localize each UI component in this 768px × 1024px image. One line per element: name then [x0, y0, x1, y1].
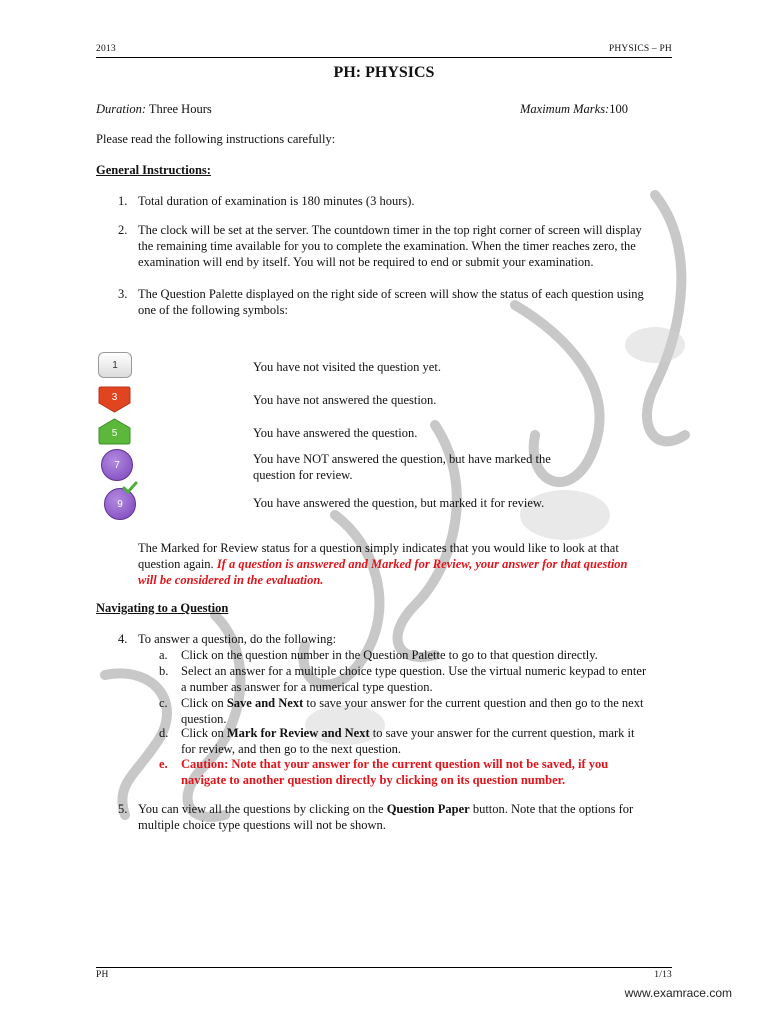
max-marks-value: 100 [609, 102, 628, 116]
item-number: 1. [118, 194, 128, 208]
sub-line [181, 695, 672, 711]
duration-label: Duration: [96, 102, 146, 116]
review-note [138, 540, 672, 588]
site-url: www.examrace.com [624, 986, 732, 1000]
marked-review-badge [101, 449, 133, 481]
review-note-line [138, 556, 672, 572]
badge-number: 9 [117, 498, 123, 510]
sub-line: Select an answer for a multiple choice type question. Use the virtual numeric keypad to enter [181, 664, 647, 678]
review-note-emphasis: will be considered in the evaluation. [138, 573, 324, 587]
item-5-line [138, 801, 672, 817]
header-subject: PHYSICS – PH [608, 44, 672, 54]
item-4-text: To answer a question, do the following: [138, 632, 337, 646]
desc-line: You have NOT answered the question, but have marked the [253, 452, 551, 466]
navigating-heading: Navigating to a Question [96, 601, 229, 615]
item-number: 2. [118, 223, 128, 237]
item-2-line: the remaining time available for you to complete the examination. When the timer reaches zero, the [138, 239, 636, 253]
duration-value: Three Hours [146, 102, 212, 116]
page-number: 1/13 [654, 970, 672, 980]
footer-rule [96, 967, 672, 968]
symbol-desc-not-answered: You have not answered the question. [253, 393, 437, 407]
sub-letter: d. [159, 726, 169, 740]
max-marks [520, 102, 628, 117]
review-note-plain: question again. [138, 557, 217, 571]
sub-line: Click on the question number in the Question Palette to go to that question directly. [181, 648, 598, 662]
item-2-text [138, 222, 672, 270]
item-5-text [138, 801, 672, 833]
item-2-line: The clock will be set at the server. The countdown timer in the top right corner of screen will display [138, 223, 642, 237]
review-note-line: The Marked for Review status for a question simply indicates that you would like to look at that [138, 541, 619, 555]
item-number: 4. [118, 632, 128, 646]
mark-review-next-ref: Mark for Review and Next [226, 726, 370, 740]
badge-number: 1 [112, 359, 118, 371]
badge-number: 5 [111, 427, 118, 439]
save-and-next-ref: Save and Next [226, 696, 304, 710]
sub-c-text [181, 695, 672, 727]
sub-letter: e. [159, 757, 168, 771]
item-5-part: button. Note that the options for [469, 802, 634, 816]
symbol-desc-answered-marked: You have answered the question, but marked it for review. [253, 496, 545, 510]
item-1-text: Total duration of examination is 180 minutes (3 hours). [138, 194, 415, 208]
general-instructions-heading: General Instructions: [96, 163, 211, 177]
symbol-desc-answered: You have answered the question. [253, 426, 418, 440]
sub-letter: b. [159, 664, 169, 678]
sub-text: to save your answer for the current question, mark it [369, 726, 635, 740]
badge-number: 3 [111, 391, 118, 403]
caution-line: Caution: Note that your answer for the current question will not be saved, if you [181, 757, 609, 771]
sub-line: a number as answer for a numerical type question. [181, 680, 433, 694]
sub-text: Click on [181, 726, 227, 740]
desc-line: question for review. [253, 468, 353, 482]
sub-line: for review, and then go to the next question. [181, 742, 401, 756]
item-3-line: one of the following symbols: [138, 303, 288, 317]
sub-letter: a. [159, 648, 168, 662]
sub-text: to save your answer for the current question and then go to the next [303, 696, 644, 710]
sub-letter: c. [159, 696, 168, 710]
sub-line [181, 725, 672, 741]
not-visited-badge [98, 352, 132, 378]
sub-text: Click on [181, 696, 227, 710]
item-3-text [138, 286, 672, 318]
item-5-line: multiple choice type questions will not be shown. [138, 818, 386, 832]
check-icon [122, 481, 138, 495]
caution-text [181, 756, 672, 788]
sub-b-text [181, 663, 672, 695]
intro-text: Please read the following instructions carefully: [96, 132, 336, 146]
max-marks-label: Maximum Marks: [520, 102, 610, 116]
item-number: 5. [118, 802, 128, 816]
review-note-emphasis: If a question is answered and Marked for Review, your answer for that question [216, 557, 628, 571]
header-rule [96, 57, 672, 58]
item-number: 3. [118, 287, 128, 301]
symbol-desc-not-visited: You have not visited the question yet. [253, 360, 441, 374]
symbol-desc-marked-review [253, 451, 551, 483]
sub-d-text [181, 725, 672, 757]
question-paper-ref: Question Paper [386, 802, 470, 816]
item-3-line: The Question Palette displayed on the right side of screen will show the status of each question using [138, 287, 644, 301]
item-5-part: You can view all the questions by clicking on the [138, 802, 387, 816]
caution-line: navigate to another question directly by clicking on its question number. [181, 773, 566, 787]
item-2-line: examination will end by itself. You will not be required to end or submit your examination. [138, 255, 594, 269]
sub-line: question. [181, 712, 227, 726]
badge-number: 7 [114, 459, 120, 471]
footer-left: PH [96, 970, 109, 980]
page-title: PH: PHYSICS [333, 64, 435, 81]
sub-a-text [181, 647, 672, 663]
duration [96, 102, 212, 117]
header-year: 2013 [96, 44, 116, 54]
